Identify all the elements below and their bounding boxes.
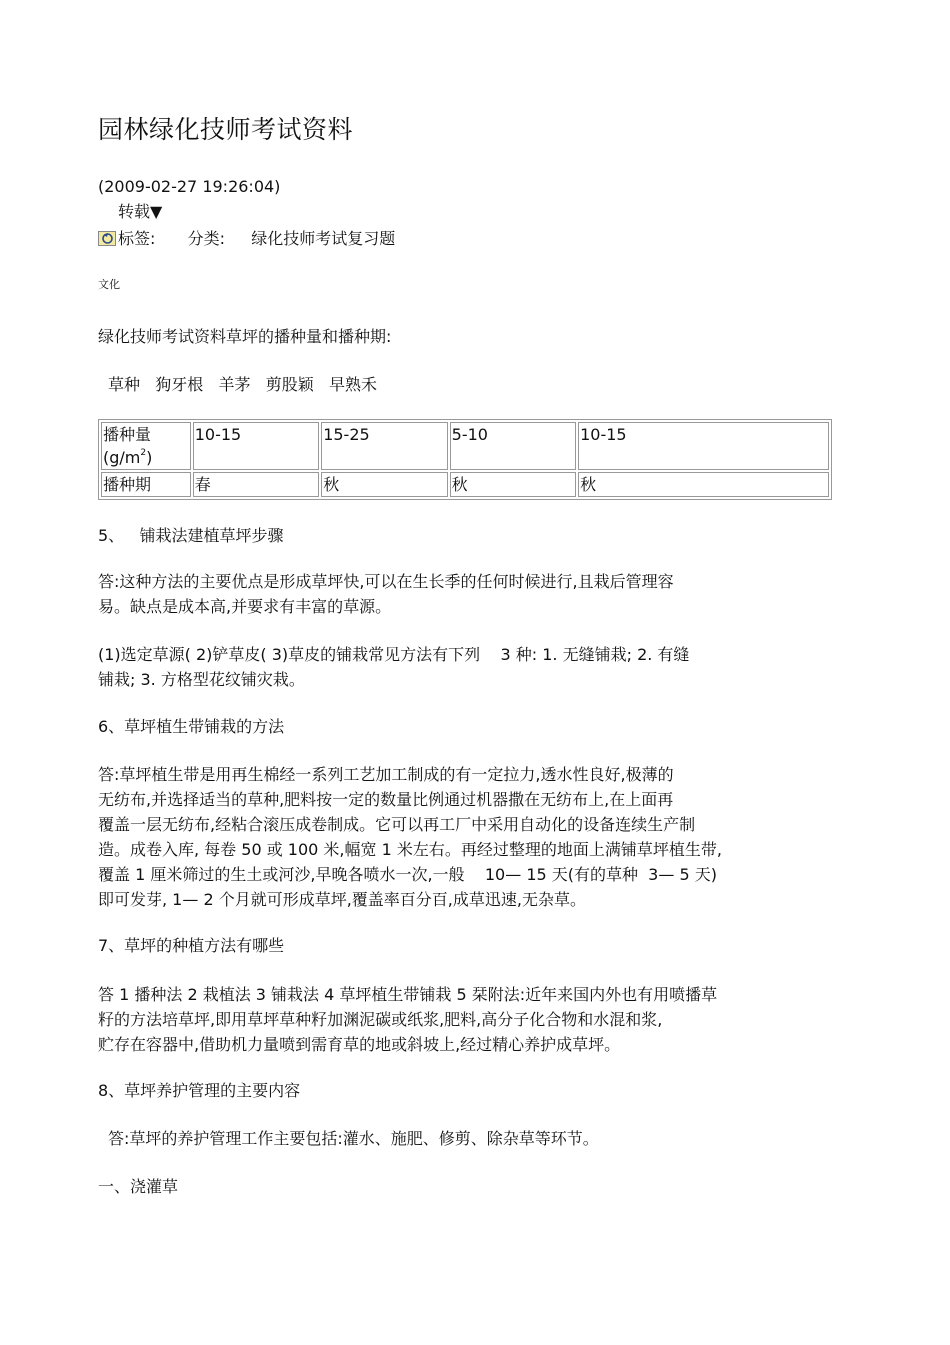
tag-link[interactable]: 文化 — [98, 278, 120, 291]
table-cell: 秋 — [578, 472, 829, 497]
text-line: (1)选定草源( 2)铲草皮( 3)草皮的铺栽常见方法有下列 3 种: 1. 无缝铺栽; 2. 有缝 — [98, 645, 690, 664]
text-line: 铺栽; 3. 方格型花纹铺灾栽。 — [98, 670, 305, 689]
meta-line — [98, 226, 395, 251]
row-label-cell — [101, 422, 191, 470]
text-line: 答 1 播种法 2 栽植法 3 铺栽法 4 草坪植生带铺栽 5 栞附法:近年来国内外也有用喷播草 — [98, 985, 718, 1004]
repost-link[interactable]: 转载▼ — [118, 202, 163, 221]
section-heading-8: 8、草坪养护管理的主要内容 — [98, 1081, 301, 1100]
text-line: 无纺布,并选择适当的草种,肥料按一定的数量比例通过机器撒在无纺布上,在上面再 — [98, 790, 674, 809]
row-label: 播种期 — [101, 472, 191, 497]
table-cell: 秋 — [450, 472, 576, 497]
row-label-unit-end: ) — [146, 448, 153, 467]
section-heading-5: 5、 铺栽法建植草坪步骤 — [98, 526, 284, 545]
intro-text: 绿化技师考试资料草坪的播种量和播种期: — [98, 327, 392, 346]
row-label: 播种量 — [103, 425, 152, 444]
text-line: 即可发芽, 1— 2 个月就可形成草坪,覆盖率百分百,成草迅速,无杂草。 — [98, 890, 586, 909]
row-label-unit: (g/m — [103, 448, 141, 467]
tag-icon — [98, 231, 116, 246]
table-row — [101, 422, 829, 470]
text-line: 答:这种方法的主要优点是形成草坪快,可以在生长季的任何时候进行,且栽后管理容 — [98, 572, 674, 591]
text-line: 覆盖 1 厘米筛过的生土或河沙,早晚各喷水一次,一般 10— 15 天(有的草种 3— 5 天) — [98, 865, 717, 884]
table-cell: 秋 — [321, 472, 447, 497]
table-cell: 15-25 — [321, 422, 447, 470]
text-line: 答:草坪植生带是用再生棉经一系列工艺加工制成的有一定拉力,透水性良好,极薄的 — [98, 765, 674, 784]
text-line: 易。缺点是成本高,并要求有丰富的草源。 — [98, 597, 392, 616]
text-line: 覆盖一层无纺布,经粘合滚压成卷制成。它可以再工厂中采用自动化的设备连续生产制 — [98, 815, 696, 834]
table-cell: 5-10 — [450, 422, 576, 470]
page-title: 园林绿化技师考试资料 — [98, 115, 354, 144]
seeding-table — [98, 419, 832, 500]
text-line: 造。成卷入库, 每卷 50 或 100 米,幅宽 1 米左右。再经过整理的地面上满铺草坪植生带, — [98, 840, 722, 859]
text-line: 答:草坪的养护管理工作主要包括:灌水、施肥、修剪、除杂草等环节。 — [108, 1129, 599, 1148]
table-cell: 10-15 — [193, 422, 319, 470]
category-link[interactable]: 绿化技师考试复习题 — [251, 229, 396, 248]
text-line: 贮存在容器中,借助机力量喷到需育草的地或斜坡上,经过精心养护成草坪。 — [98, 1035, 621, 1054]
section-heading-watering: 一、浇灌草 — [98, 1177, 179, 1196]
table-cell: 10-15 — [578, 422, 829, 470]
table-row — [101, 472, 829, 497]
section-heading-7: 7、草坪的种植方法有哪些 — [98, 936, 285, 955]
category-label: 分类: — [187, 229, 225, 248]
tag-label: 标签: — [118, 229, 156, 248]
text-line: 籽的方法培草坪,即用草坪草种籽加渊泥碳或纸浆,肥料,高分子化合物和水混和浆, — [98, 1010, 663, 1029]
section-heading-6: 6、草坪植生带铺栽的方法 — [98, 717, 285, 736]
table-cell: 春 — [193, 472, 319, 497]
unit-superscript: 2 — [140, 448, 147, 458]
grass-types-header: 草种 狗牙根 羊茅 剪股颖 早熟禾 — [108, 375, 378, 394]
post-datetime: (2009-02-27 19:26:04) — [98, 177, 281, 196]
